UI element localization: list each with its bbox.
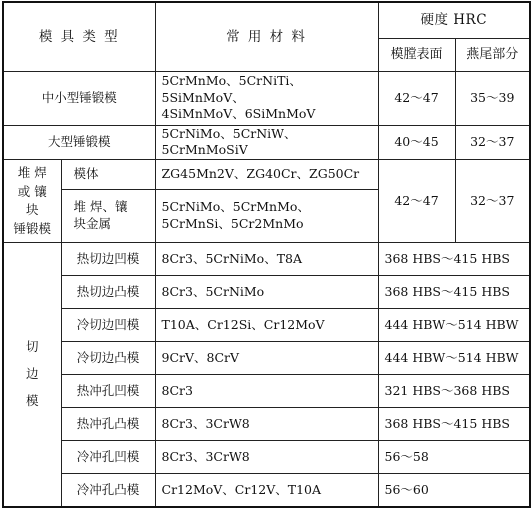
header-hardness: 硬度 HRC	[378, 2, 530, 38]
surfacing-label-line3: 锤锻模	[13, 221, 51, 236]
row-trim-3	[3, 342, 530, 375]
trim-material: 8Cr3、3CrW8	[155, 441, 378, 474]
trim-type: 冷切边凹模	[61, 309, 155, 342]
trim-hardness: 368 HBS～415 HBS	[378, 408, 530, 441]
row-surfacing-body	[3, 160, 530, 190]
trim-type: 冷冲孔凸模	[61, 474, 155, 507]
trim-material: 8Cr3	[155, 375, 378, 408]
trim-material: T10A、Cr12Si、Cr12MoV	[155, 309, 378, 342]
header-material: 常 用 材 料	[155, 2, 378, 71]
insert-type-line1: 堆 焊、镶	[73, 199, 128, 215]
trimming-label-3: 模	[25, 392, 39, 408]
row-trim-7	[3, 474, 530, 507]
header-hardness-surface: 模膛表面	[378, 38, 455, 71]
trim-type: 冷冲孔凹模	[61, 441, 155, 474]
header-row-1	[3, 2, 530, 38]
trimming-label-2: 边	[25, 366, 39, 382]
trim-material: Cr12MoV、Cr12V、T10A	[155, 474, 378, 507]
surfacing-label-line1: 堆 焊	[17, 164, 47, 180]
trim-type: 热切边凸模	[61, 276, 155, 309]
trim-hardness: 368 HBS～415 HBS	[378, 243, 530, 276]
trim-type: 冷切边凸模	[61, 342, 155, 375]
hardness-surface-small-medium: 42～47	[378, 71, 455, 125]
material-small-medium-line2: 4SiMnMoV、6SiMnMoV	[161, 106, 316, 122]
row-trim-6	[3, 441, 530, 474]
insert-type-line2: 块金属	[73, 216, 112, 232]
row-small-medium	[3, 71, 530, 125]
hardness-dovetail-surfacing: 32～37	[455, 160, 530, 243]
trim-hardness: 444 HBW～514 HBW	[378, 309, 530, 342]
material-large: 5CrNiMo、5CrNiW、5CrMnMoSiV	[155, 125, 378, 160]
trim-hardness: 56～58	[378, 441, 530, 474]
row-trim-2	[3, 309, 530, 342]
trim-hardness: 368 HBS～415 HBS	[378, 276, 530, 309]
type-die-body: 模体	[61, 160, 155, 190]
type-insert-metal	[61, 190, 155, 243]
trimming-label-1: 切	[25, 339, 39, 355]
trim-material: 9CrV、8CrV	[155, 342, 378, 375]
surfacing-label-line2: 或 镶 块	[17, 183, 47, 218]
row-trim-5	[3, 408, 530, 441]
material-small-medium-line1: 5CrMnMo、5CrNiTi、5SiMnMoV、	[161, 72, 302, 105]
hardness-surface-surfacing: 42～47	[378, 160, 455, 243]
type-large: 大型锤锻模	[3, 125, 155, 160]
trim-type: 热冲孔凸模	[61, 408, 155, 441]
die-material-table	[2, 1, 531, 508]
surfacing-group-label	[3, 160, 61, 243]
insert-material-line1: 5CrNiMo、5CrMnMo、	[161, 199, 310, 215]
hardness-dovetail-large: 32～37	[455, 125, 530, 160]
type-small-medium: 中小型锤锻模	[3, 71, 155, 125]
row-trim-4	[3, 375, 530, 408]
insert-material-line2: 5CrMnSi、5Cr2MnMo	[161, 216, 304, 232]
material-small-medium	[155, 71, 378, 125]
header-hardness-dovetail: 燕尾部分	[455, 38, 530, 71]
trim-material: 8Cr3、5CrNiMo	[155, 276, 378, 309]
trimming-group-label	[3, 243, 61, 507]
hardness-dovetail-small-medium: 35～39	[455, 71, 530, 125]
material-die-body: ZG45Mn2V、ZG40Cr、ZG50Cr	[155, 160, 378, 190]
header-type: 模 具 类 型	[3, 2, 155, 71]
material-insert-metal	[155, 190, 378, 243]
trim-material: 8Cr3、3CrW8	[155, 408, 378, 441]
trim-hardness: 56～60	[378, 474, 530, 507]
trim-type: 热冲孔凹模	[61, 375, 155, 408]
trim-material: 8Cr3、5CrNiMo、T8A	[155, 243, 378, 276]
hardness-surface-large: 40～45	[378, 125, 455, 160]
trim-hardness: 321 HBS～368 HBS	[378, 375, 530, 408]
row-trim-1	[3, 276, 530, 309]
trim-hardness: 444 HBW～514 HBW	[378, 342, 530, 375]
row-large	[3, 125, 530, 160]
trim-type: 热切边凹模	[61, 243, 155, 276]
row-trim-0	[3, 243, 530, 276]
